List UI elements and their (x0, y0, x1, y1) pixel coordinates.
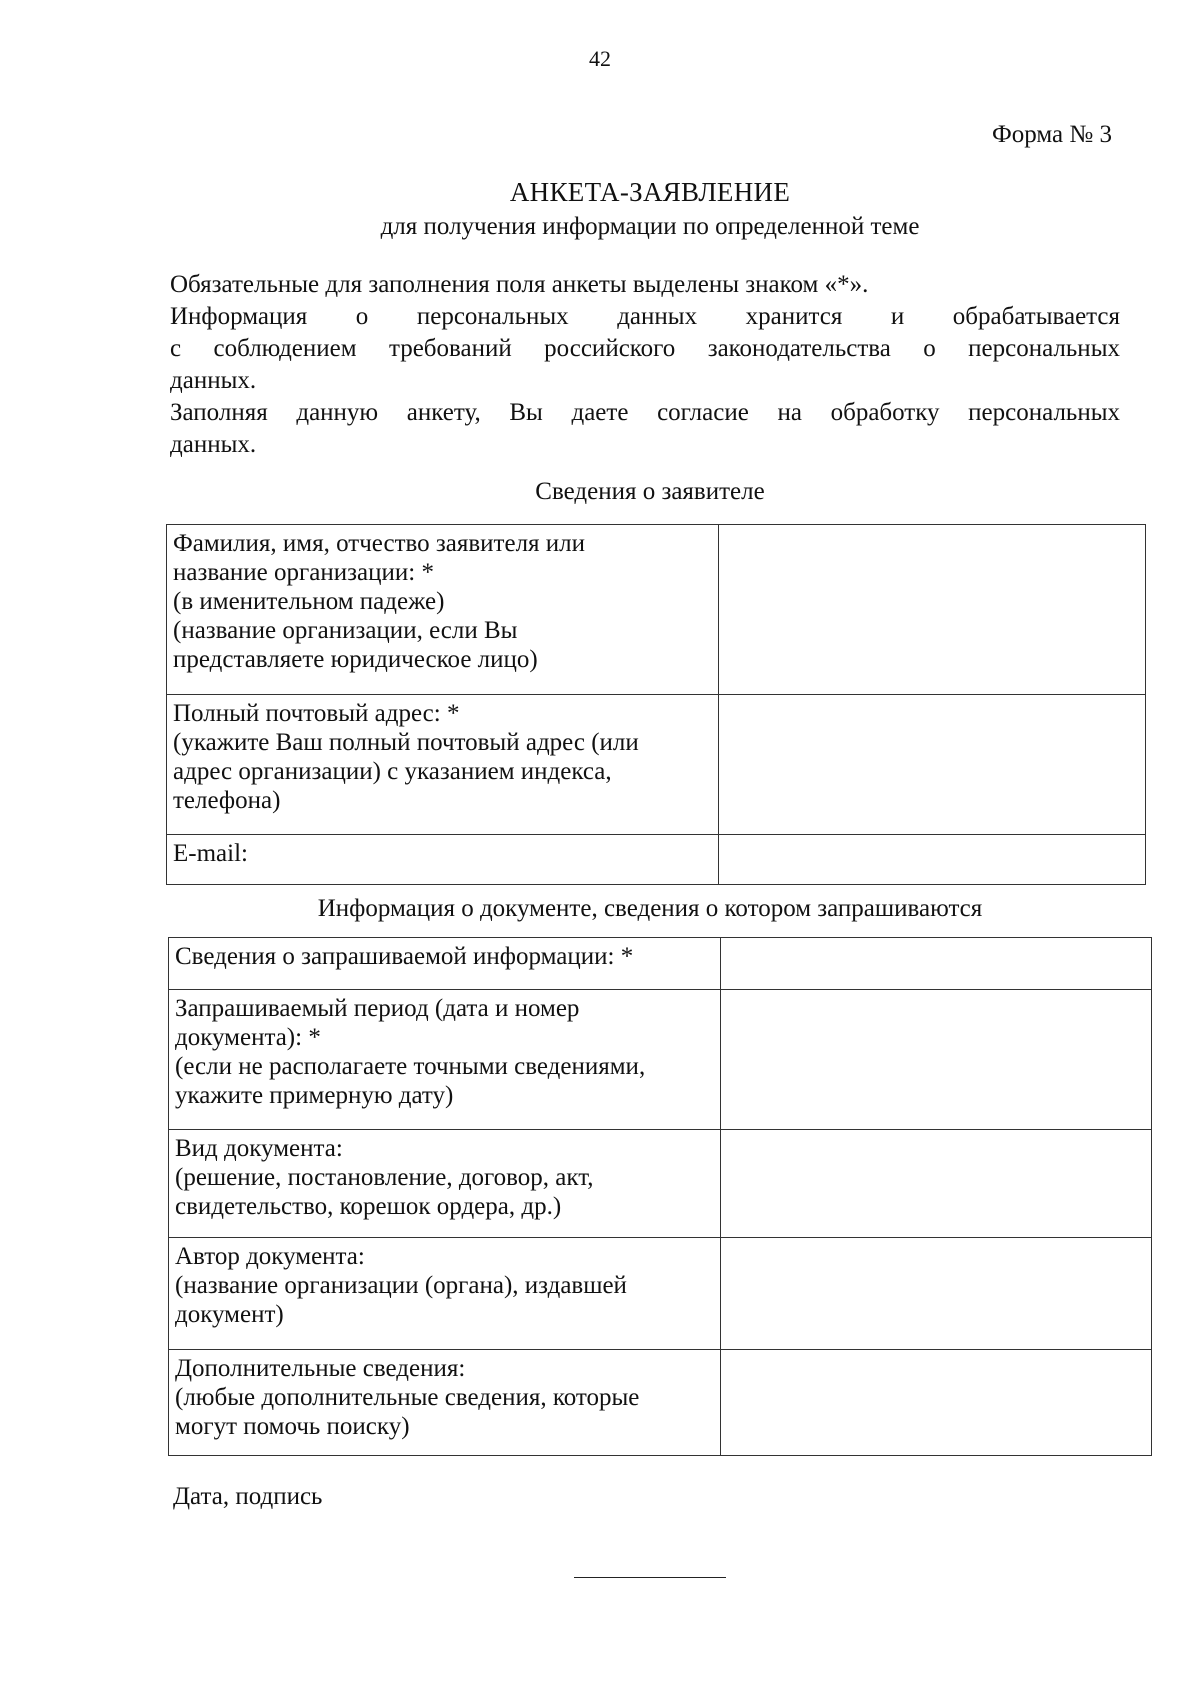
document-section-title: Информация о документе, сведения о котором запрашиваются (317, 895, 983, 922)
label-line: (укажите Ваш полный почтовый адрес (или (173, 729, 639, 756)
requested-period-label (169, 990, 721, 1130)
document-title: АНКЕТА-ЗАЯВЛЕНИЕ (509, 177, 791, 207)
label-line: (решение, постановление, договор, акт, (175, 1164, 594, 1191)
label-line: название организации: * (173, 559, 434, 586)
document-subtitle: для получения информации по определенной теме (380, 213, 920, 240)
email-field[interactable] (719, 835, 1146, 885)
label-line: телефона) (173, 787, 281, 814)
table-row (167, 525, 1146, 695)
label-line: Сведения о запрашиваемой информации: * (175, 943, 634, 970)
label-line: Полный почтовый адрес: * (173, 700, 460, 727)
postal-address-field[interactable] (719, 695, 1146, 835)
form-number: Форма № 3 (992, 121, 1112, 148)
additional-info-label (169, 1350, 721, 1456)
required-fields-note: Обязательные для заполнения поля анкеты выделены знаком «*». (170, 271, 869, 298)
requested-info-label (169, 938, 721, 990)
label-line: адрес организации) с указанием индекса, (173, 758, 612, 785)
label-line: (название организации, если Вы (173, 617, 518, 644)
label-line: могут помочь поиску) (175, 1413, 410, 1440)
consent-note-line-2: данных. (170, 431, 257, 458)
table-row (169, 990, 1152, 1130)
document-type-label (169, 1130, 721, 1238)
table-row (169, 1350, 1152, 1456)
table-row (169, 1130, 1152, 1238)
label-line: (в именительном падеже) (173, 588, 445, 615)
label-line: Фамилия, имя, отчество заявителя или (173, 530, 586, 557)
footer-rule (574, 1577, 726, 1578)
date-signature-label: Дата, подпись (173, 1483, 323, 1510)
label-line: (название организации (органа), издавшей (175, 1272, 627, 1299)
label-line: укажите примерную дату) (175, 1082, 454, 1109)
document-author-label (169, 1238, 721, 1350)
table-row (167, 835, 1146, 885)
label-line: Запрашиваемый период (дата и номер (175, 995, 580, 1022)
requested-info-field[interactable] (721, 938, 1152, 990)
table-row (169, 938, 1152, 990)
additional-info-field[interactable] (721, 1350, 1152, 1456)
applicant-name-label (167, 525, 719, 695)
label-line: свидетельство, корешок ордера, др.) (175, 1193, 562, 1220)
applicant-info-table (166, 524, 1146, 885)
table-row (169, 1238, 1152, 1350)
label-line: Вид документа: (175, 1135, 343, 1162)
requested-period-field[interactable] (721, 990, 1152, 1130)
consent-note-line-1: Заполняя данную анкету, Вы даете согласие на обработку персональных (170, 399, 1120, 426)
privacy-note-line-2: с соблюдением требований российского законодательства о персональных (170, 335, 1120, 362)
privacy-note-line-3: данных. (170, 367, 257, 394)
label-line: E-mail: (173, 840, 248, 867)
postal-address-label (167, 695, 719, 835)
document-info-table (168, 937, 1152, 1456)
document-type-field[interactable] (721, 1130, 1152, 1238)
email-label (167, 835, 719, 885)
page-number: 42 (589, 46, 611, 71)
applicant-name-field[interactable] (719, 525, 1146, 695)
label-line: Автор документа: (175, 1243, 365, 1270)
label-line: Дополнительные сведения: (175, 1355, 466, 1382)
label-line: (если не располагаете точными сведениями, (175, 1053, 646, 1080)
label-line: (любые дополнительные сведения, которые (175, 1384, 640, 1411)
document-author-field[interactable] (721, 1238, 1152, 1350)
label-line: документ) (175, 1301, 284, 1328)
applicant-section-title: Сведения о заявителе (535, 478, 765, 505)
label-line: документа): * (175, 1024, 321, 1051)
table-row (167, 695, 1146, 835)
intro-text (170, 269, 1120, 461)
label-line: представляете юридическое лицо) (173, 646, 538, 673)
privacy-note-line-1: Информация о персональных данных хранится и обрабатывается (170, 303, 1120, 330)
